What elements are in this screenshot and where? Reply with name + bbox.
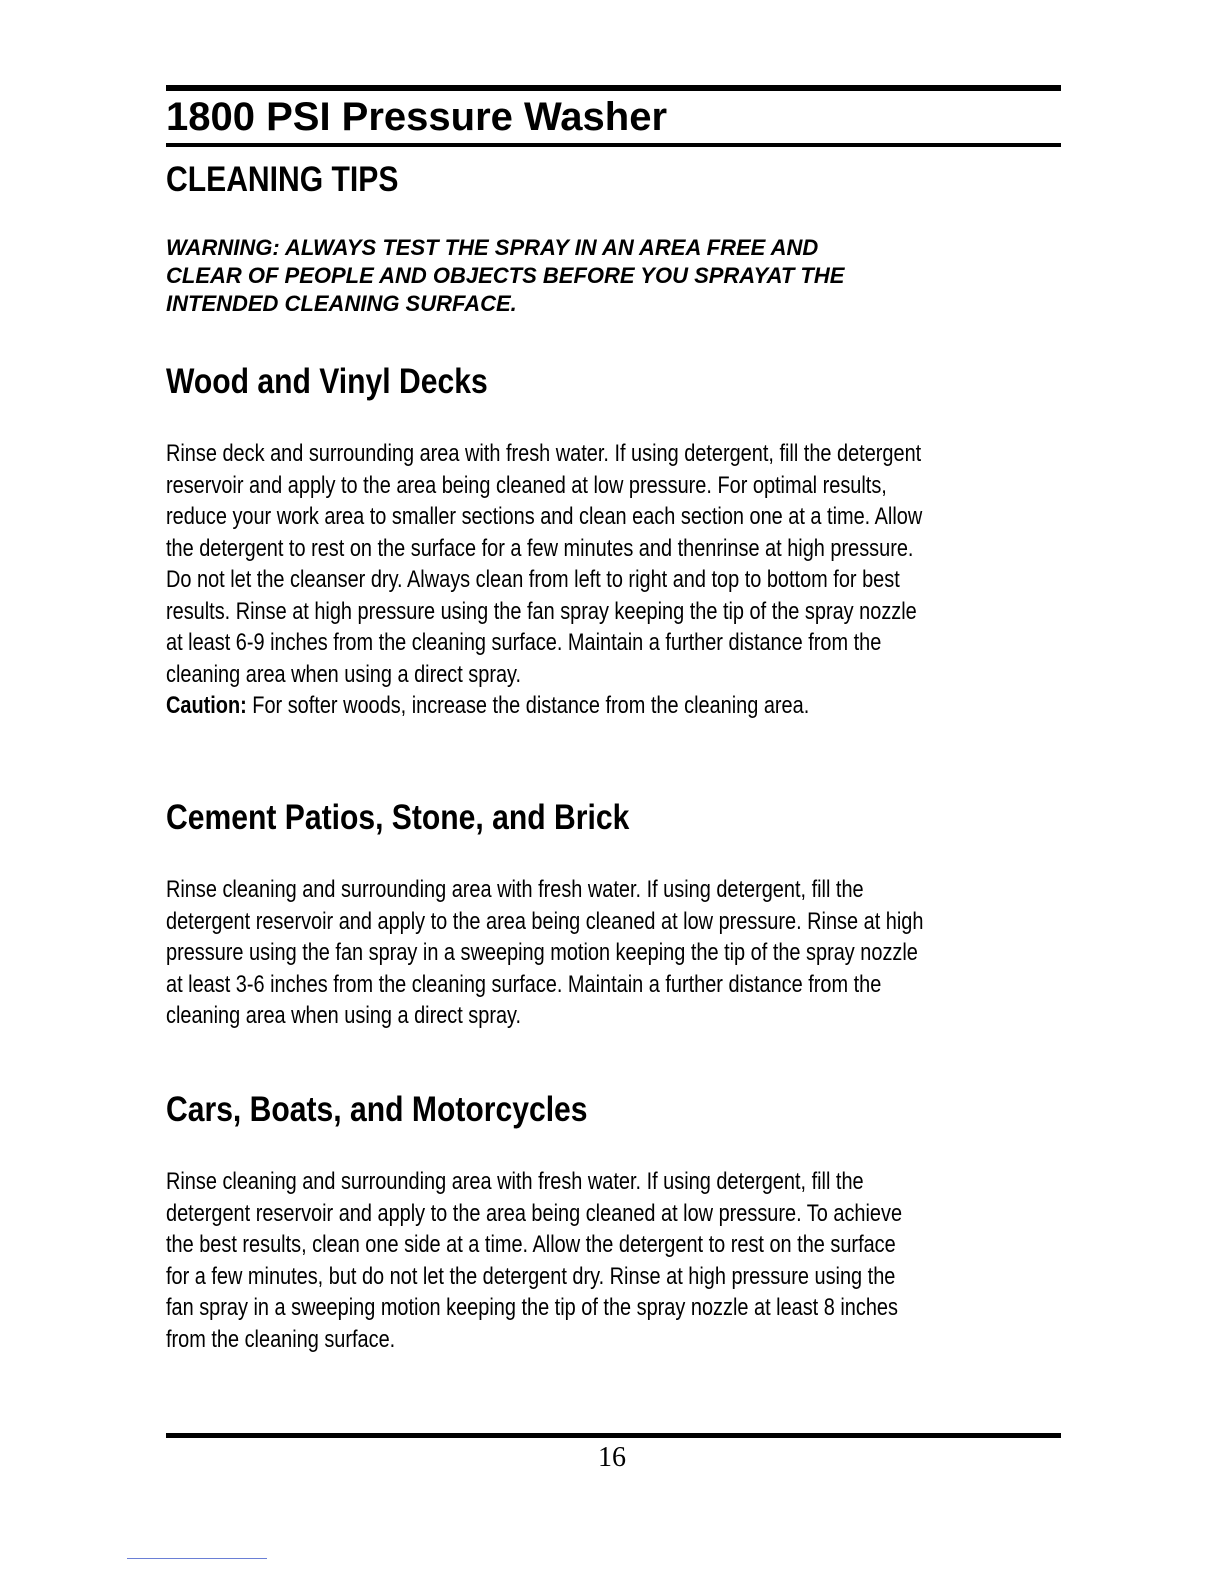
- body-line: results. Rinse at high pressure using the fan spray keeping the tip of the spray nozzle: [166, 597, 917, 625]
- body-line: Rinse deck and surrounding area with fresh water. If using detergent, fill the detergent: [166, 440, 922, 467]
- body-line: the detergent to rest on the surface for a few minutes and thenrinse at high pressure.: [166, 534, 914, 562]
- body-line: reduce your work area to smaller sections and clean each section one at a time. Allow: [166, 503, 923, 530]
- body-line: fan spray in a sweeping motion keeping the tip of the spray nozzle at least 8 inches: [166, 1294, 898, 1321]
- caution-text: For softer woods, increase the distance from the cleaning area.: [246, 692, 810, 719]
- body-line: detergent reservoir and apply to the area being cleaned at low pressure. Rinse at high: [166, 907, 924, 935]
- caution-note: [166, 690, 922, 722]
- section-body-cement-patios: [166, 874, 923, 1032]
- footer-rule: [166, 1433, 1061, 1438]
- section-body-wood-vinyl-decks: [166, 438, 922, 722]
- page-number: 16: [598, 1442, 626, 1473]
- body-line: Rinse cleaning and surrounding area with fresh water. If using detergent, fill the: [166, 1168, 864, 1195]
- section-heading-cars-boats-motorcycles: Cars, Boats, and Motorcycles: [166, 1090, 588, 1129]
- body-line: from the cleaning surface.: [166, 1325, 396, 1353]
- title-underline-rule: [166, 143, 1061, 147]
- warning-notice: [166, 234, 1066, 318]
- section-heading-cement-patios: Cement Patios, Stone, and Brick: [166, 798, 630, 837]
- section-body-cars-boats-motorcycles: [166, 1166, 902, 1355]
- body-line: cleaning area when using a direct spray.: [166, 660, 522, 688]
- body-line: pressure using the fan spray in a sweeping motion keeping the tip of the spray nozzle: [166, 939, 918, 966]
- body-line: cleaning area when using a direct spray.: [166, 1002, 522, 1029]
- body-line: for a few minutes, but do not let the detergent dry. Rinse at high pressure using the: [166, 1262, 896, 1290]
- warning-line: INTENDED CLEANING SURFACE.: [166, 291, 517, 316]
- body-line: reservoir and apply to the area being cleaned at low pressure. For optimal results,: [166, 471, 887, 499]
- body-line: Do not let the cleanser dry. Always clean from left to right and top to bottom for best: [166, 566, 900, 593]
- document-title: 1800 PSI Pressure Washer: [166, 95, 668, 139]
- section-heading-wood-vinyl-decks: Wood and Vinyl Decks: [166, 362, 488, 401]
- top-rule: [166, 85, 1061, 91]
- warning-line: CLEAR OF PEOPLE AND OBJECTS BEFORE YOU SPRAYAT THE: [166, 263, 845, 288]
- body-line: Rinse cleaning and surrounding area with fresh water. If using detergent, fill the: [166, 876, 864, 903]
- body-line: detergent reservoir and apply to the area being cleaned at low pressure. To achieve: [166, 1199, 903, 1227]
- warning-line: WARNING: ALWAYS TEST THE SPRAY IN AN AREA FREE AND: [166, 235, 819, 260]
- link-underline-decoration: [127, 1558, 267, 1559]
- body-line: the best results, clean one side at a time. Allow the detergent to rest on the surface: [166, 1231, 896, 1258]
- caution-label: Caution:: [166, 692, 247, 719]
- body-line: at least 6-9 inches from the cleaning surface. Maintain a further distance from the: [166, 629, 882, 656]
- body-line: at least 3-6 inches from the cleaning surface. Maintain a further distance from the: [166, 970, 882, 998]
- cleaning-tips-heading: CLEANING TIPS: [166, 160, 399, 199]
